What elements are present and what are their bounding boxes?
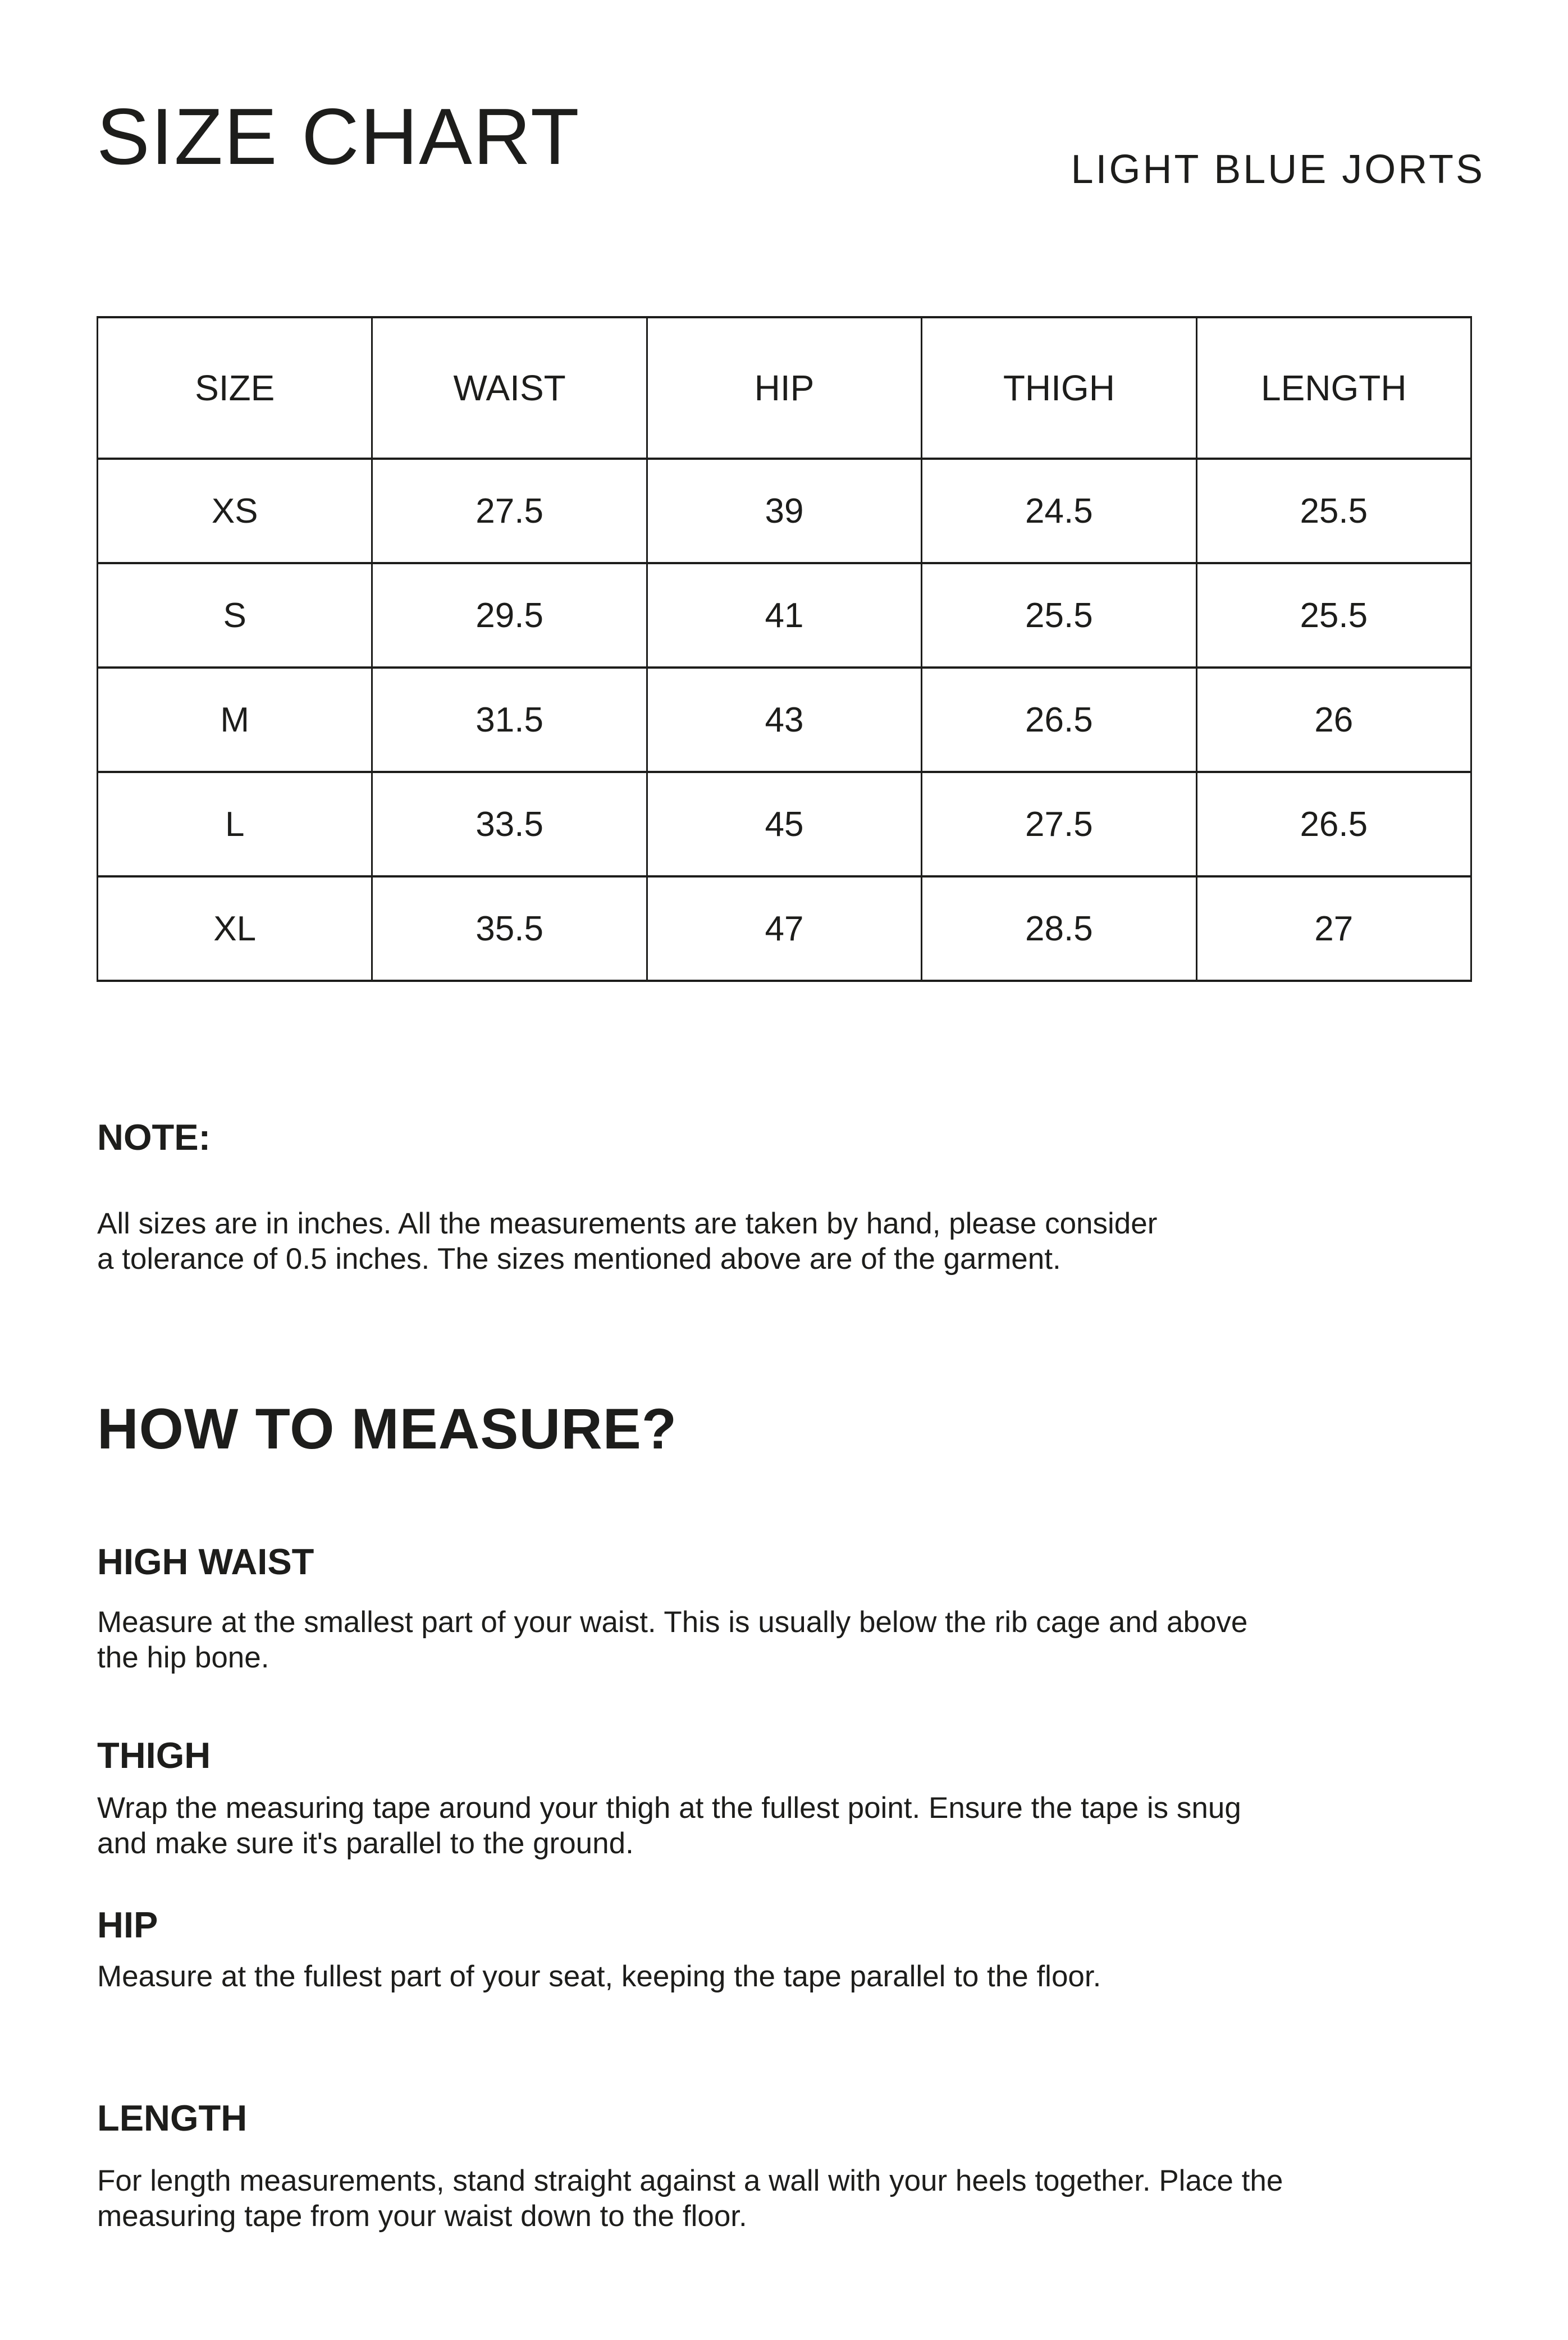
thigh-paragraph (97, 1790, 1241, 1861)
cell-s-size: S (98, 563, 372, 668)
cell-s-length: 25.5 (1196, 563, 1471, 668)
size-table-header (98, 317, 1471, 459)
cell-m-length: 26 (1196, 668, 1471, 772)
high-waist-line-1: Measure at the smallest part of your waist. This is usually below the rib cage and above (97, 1606, 1248, 1639)
cell-xs-waist: 27.5 (372, 459, 647, 563)
hip-line-1: Measure at the fullest part of your seat, keeping the tape parallel to the floor. (97, 1960, 1101, 1993)
cell-xs-thigh: 24.5 (922, 459, 1196, 563)
length-line-1: For length measurements, stand straight against a wall with your heels together. Place the (97, 2164, 1283, 2197)
high-waist-heading: HIGH WAIST (97, 1541, 314, 1582)
cell-m-size: M (98, 668, 372, 772)
cell-xs-length: 25.5 (1196, 459, 1471, 563)
hip-paragraph (97, 1959, 1101, 1994)
cell-xs-size: XS (98, 459, 372, 563)
note-line-1: All sizes are in inches. All the measurements are taken by hand, please consider (97, 1207, 1158, 1240)
size-table-body (98, 459, 1471, 981)
note-line-2: a tolerance of 0.5 inches. The sizes mentioned above are of the garment. (97, 1242, 1061, 1276)
table-row-l (98, 772, 1471, 876)
cell-l-waist: 33.5 (372, 772, 647, 876)
cell-xl-length: 27 (1196, 876, 1471, 981)
product-name: LIGHT BLUE JORTS (1071, 147, 1485, 192)
page-title: SIZE CHART (97, 92, 580, 181)
column-header-thigh: THIGH (922, 317, 1196, 459)
cell-l-hip: 45 (647, 772, 921, 876)
cell-m-hip: 43 (647, 668, 921, 772)
table-header-row (98, 317, 1471, 459)
thigh-line-2: and make sure it's parallel to the ground. (97, 1827, 634, 1860)
note-paragraph (97, 1206, 1157, 1277)
thigh-line-1: Wrap the measuring tape around your thigh at the fullest point. Ensure the tape is snug (97, 1791, 1241, 1825)
thigh-heading: THIGH (97, 1735, 211, 1776)
length-paragraph (97, 2163, 1283, 2234)
length-line-2: measuring tape from your waist down to the floor. (97, 2200, 747, 2233)
cell-s-thigh: 25.5 (922, 563, 1196, 668)
table-row-s (98, 563, 1471, 668)
cell-xl-thigh: 28.5 (922, 876, 1196, 981)
high-waist-paragraph (97, 1605, 1247, 1675)
high-waist-line-2: the hip bone. (97, 1641, 269, 1674)
cell-m-thigh: 26.5 (922, 668, 1196, 772)
column-header-size: SIZE (98, 317, 372, 459)
table-row-xl (98, 876, 1471, 981)
table-row-m (98, 668, 1471, 772)
cell-s-waist: 29.5 (372, 563, 647, 668)
cell-xs-hip: 39 (647, 459, 921, 563)
how-to-measure-heading: HOW TO MEASURE? (97, 1397, 678, 1461)
column-header-length: LENGTH (1196, 317, 1471, 459)
length-heading: LENGTH (97, 2097, 248, 2138)
cell-s-hip: 41 (647, 563, 921, 668)
cell-l-thigh: 27.5 (922, 772, 1196, 876)
table-row-xs (98, 459, 1471, 563)
cell-xl-waist: 35.5 (372, 876, 647, 981)
size-table (97, 316, 1472, 982)
cell-l-size: L (98, 772, 372, 876)
cell-l-length: 26.5 (1196, 772, 1471, 876)
cell-xl-hip: 47 (647, 876, 921, 981)
column-header-waist: WAIST (372, 317, 647, 459)
cell-m-waist: 31.5 (372, 668, 647, 772)
note-heading: NOTE: (97, 1117, 211, 1158)
cell-xl-size: XL (98, 876, 372, 981)
hip-heading: HIP (97, 1904, 158, 1945)
column-header-hip: HIP (647, 317, 921, 459)
